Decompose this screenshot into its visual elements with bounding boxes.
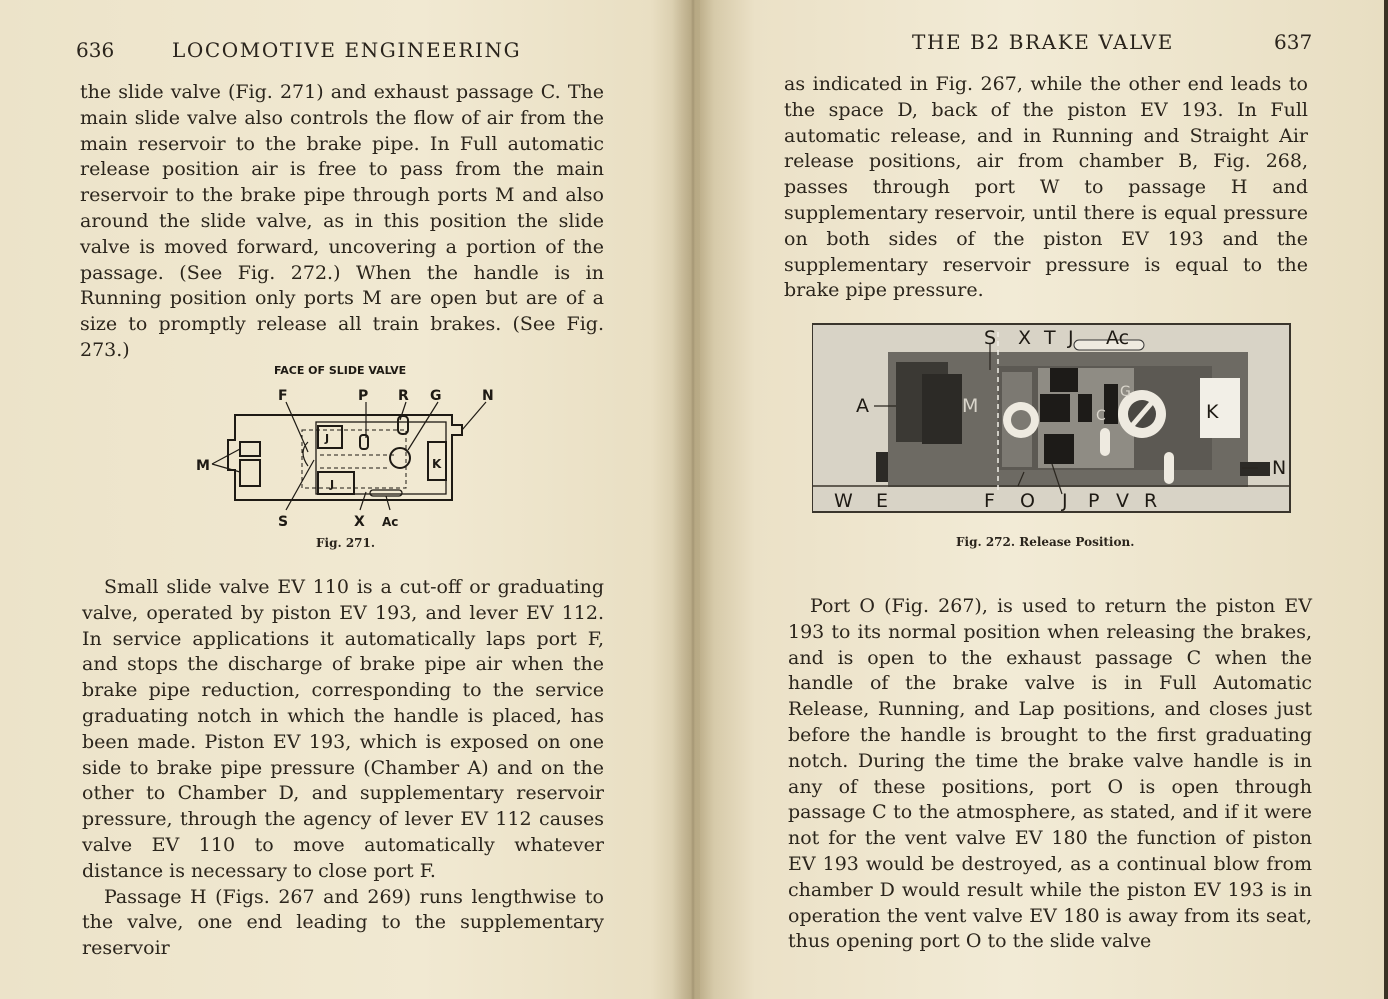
right-running-head: THE B2 BRAKE VALVE (912, 30, 1174, 54)
book-gutter (672, 0, 714, 999)
right-page (700, 0, 1388, 999)
right-paragraph-1 (784, 72, 1308, 304)
fig-271-label-ac: Ac (382, 515, 399, 529)
fig-272-label-s: S (984, 327, 997, 349)
left-paragraph-2-text: Small slide valve EV 110 is a cut-off or graduating valve, operated by piston EV 193, and lever EV 112. In service applications it automatically laps port F, and stops the discharge of brake pipe air when the brake pipe reduction, corresponding to the service graduating notch in which the handle is placed, has been made. Piston EV 193, which is exposed on one side to brake pipe pressure (Chamber A) and on the other to Chamber D, and supplementary reservoir pressure, through the agency of lever EV 112 causes valve EV 110 to move automatically whatever distance is necessary to close port F. (82, 576, 604, 882)
fig-272-label-f: F (984, 490, 995, 512)
fig-271-diagram (190, 380, 510, 530)
right-paragraph-2-text: Port O (Fig. 267), is used to return the piston EV 193 to its normal position when releasing the brakes, and is open to the exhaust passage C when the handle of the brake valve is in Full Automatic Release, Running, and Lap positions, and closes just before the handle is brought to the first graduating notch. During the time the brake valve handle is in any of these positions, port O is open through passage C to the atmosphere, as stated, and if it were not for the vent valve EV 180 the function of piston EV 193 would be destroyed, as a continual blow from chamber D would result while the piston EV 193 is in operation the vent valve EV 180 is away from its seat, thus opening port O to the slide valve (788, 595, 1312, 953)
fig-271-label-r: R (398, 388, 409, 404)
fig-272-label-r: R (1144, 490, 1158, 512)
fig-271-label-p: P (358, 388, 369, 404)
fig-272-label-o: O (1020, 490, 1035, 512)
fig-272-label-j-bottom: J (1062, 490, 1068, 512)
right-paragraph-2 (788, 594, 1312, 955)
fig-271-label-s: S (278, 514, 289, 530)
left-paragraph-3-text: Passage H (Figs. 267 and 269) runs lengthwise to the valve, one end leading to the supplementary reservoir (82, 885, 604, 960)
fig-272-label-g: G (1120, 384, 1131, 400)
fig-272-label-c: C (1096, 408, 1106, 424)
fig-272-label-m: M (962, 395, 979, 417)
fig-271-caption: Fig. 271. (316, 536, 376, 550)
fig-271-label-j-top: J (325, 432, 330, 445)
fig-272-label-n: N (1272, 457, 1287, 479)
fig-272-label-x: X (1018, 327, 1032, 349)
fig-271-label-x: X (354, 514, 365, 530)
fig-272-label-e: E (876, 490, 889, 512)
fig-272-label-w: W (834, 490, 853, 512)
fig-271-label-n: N (482, 388, 494, 404)
page-edge (1384, 0, 1388, 999)
fig-271-label-f: F (278, 388, 288, 404)
fig-272-label-p: P (1088, 490, 1100, 512)
fig-272-label-j: J (1068, 327, 1074, 349)
fig-272-label-t: T (1044, 327, 1056, 349)
left-paragraph-1 (80, 80, 604, 364)
right-paragraph-1-text: as indicated in Fig. 267, while the other end leads to the space D, back of the piston EV 193. In Full automatic release, and in Running and Straight Air release positions, air from chamber B, Fig. 268, passes through port W to passage H and supplementary reservoir, until there is equal pressure on both sides of the piston EV 193 and the supplementary reservoir pressure is equal to the brake pipe pressure. (784, 73, 1308, 302)
fig-271-label-j-bottom: J (330, 478, 335, 491)
left-running-head: LOCOMOTIVE ENGINEERING (172, 38, 522, 62)
fig-272-label-a: A (856, 395, 869, 417)
fig-272-diagram (812, 322, 1292, 516)
fig-272-label-v: V (1116, 490, 1129, 512)
right-page-number: 637 (1274, 30, 1313, 54)
left-paragraph-1-text: the slide valve (Fig. 271) and exhaust passage C. The main slide valve also controls the flow of air from the main reservoir to the brake pipe. In Full automatic release position air is free to pass from the main reservoir to the brake pipe through ports M and also around the slide valve, as in this position the slide valve is moved forward, uncovering a portion of the passage. (See Fig. 272.) When the handle is in Running position only ports M are open but are of a size to promptly release all train brakes. (See Fig. 273.) (80, 81, 604, 361)
fig-271-label-g: G (430, 388, 442, 404)
fig-271-title: FACE OF SLIDE VALVE (274, 364, 407, 377)
fig-272-label-ac: Ac (1106, 327, 1130, 349)
left-paragraph-2 (82, 575, 604, 962)
fig-271-label-k: K (432, 457, 442, 471)
fig-272-label-k: K (1206, 401, 1219, 423)
left-page-number: 636 (76, 38, 115, 62)
fig-271-label-m: M (196, 458, 210, 474)
fig-272-caption: Fig. 272. Release Position. (956, 535, 1135, 549)
